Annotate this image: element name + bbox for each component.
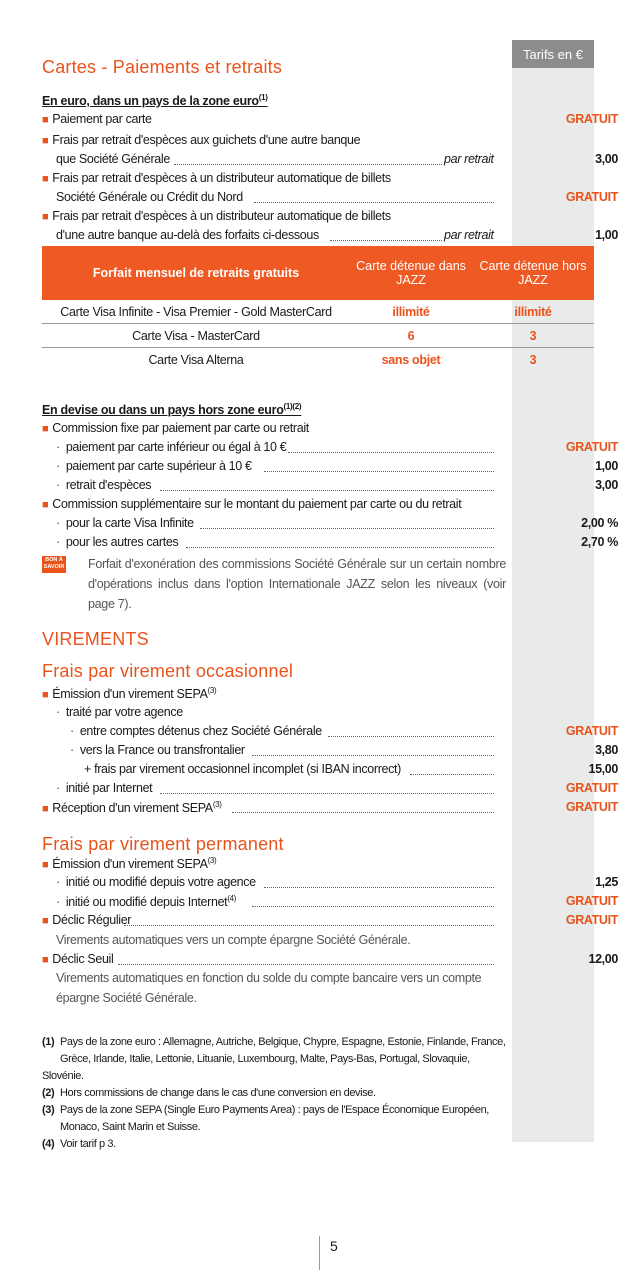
- row-vers-france: · vers la France ou transfrontalier 3,80: [70, 743, 618, 757]
- footnote: (2) Hors commissions de change dans le cas d'une conversion en devise.: [42, 1087, 376, 1099]
- row-retrait-guichet-price: que Société Générale par retrait 3,00: [56, 152, 618, 166]
- row-emission-sepa-perm: ■ Émission d'un virement SEPA$^{(3)}$: [42, 856, 217, 872]
- row-retrait-dab-sg: ■ Frais par retrait d'espèces à un distributeur automatique de billets: [42, 171, 391, 185]
- row-paiement-carte: ■ Paiement par carte GRATUIT: [42, 112, 618, 126]
- forfait-table-header: [42, 246, 594, 300]
- row-retrait-especes: · retrait d'espèces 3,00: [56, 478, 618, 492]
- row-emission-sepa: ■ Émission d'un virement SEPA$^{(3)}$: [42, 686, 217, 702]
- tarifs-header: Tarifs en €: [512, 40, 594, 68]
- forfait-row: Carte Visa - MasterCard 6 3: [42, 324, 594, 348]
- forfait-table: [42, 246, 594, 371]
- subtitle-permanent: Frais par virement permanent: [42, 834, 284, 854]
- forfait-row: Carte Visa Infinite - Visa Premier - Gold MasterCard illimité illimité: [42, 300, 594, 324]
- row-declic-regulier: ■ Déclic Régulier GRATUIT: [42, 913, 618, 927]
- footnote: Grèce, Irlande, Italie, Lettonie, Lituanie, Luxembourg, Malte, Pays-Bas, Portugal, Slovaquie, Slovénie.: [42, 1053, 470, 1082]
- forfait-head-jazz: Carte détenue dans JAZZ: [356, 259, 466, 287]
- row-declic-seuil: ■ Déclic Seuil 12,00: [42, 952, 618, 966]
- bon-a-savoir-badge: BON À SAVOIR: [42, 556, 66, 573]
- footnote: (3) Pays de la zone SEPA (Single Euro Payments Area) : pays de l'Espace Économique Européen,: [42, 1104, 489, 1116]
- row-commission-fixe: ■ Commission fixe par paiement par carte ou retrait: [42, 421, 309, 435]
- row-autres-cartes: · pour les autres cartes 2,70 %: [56, 535, 618, 549]
- row-retrait-dab-autre-price: d'une autre banque au-delà des forfaits ci-dessous par retrait 1,00: [56, 228, 618, 242]
- row-visa-infinite: · pour la carte Visa Infinite 2,00 %: [56, 516, 618, 530]
- section-title-virements: VIREMENTS: [42, 629, 149, 649]
- forfait-head-hors-jazz: Carte détenue hors JAZZ: [479, 259, 587, 287]
- row-frais-incomplet: + frais par virement occasionnel incomplet (si IBAN incorrect) 15,00: [84, 762, 618, 776]
- row-declic-seuil-desc-2: épargne Société Générale.: [56, 991, 197, 1005]
- row-entre-comptes: · entre comptes détenus chez Société Générale GRATUIT: [70, 724, 618, 738]
- row-declic-regulier-desc: Virements automatiques vers un compte épargne Société Générale.: [56, 933, 411, 947]
- footnote: (1) Pays de la zone euro : Allemagne, Autriche, Belgique, Chypre, Espagne, Estonie, Finlande, France,: [42, 1036, 506, 1048]
- page-number: 5: [330, 1238, 338, 1254]
- row-reception-sepa: ■ Réception d'un virement SEPA$^{(3)}$ GRATUIT: [42, 800, 618, 816]
- row-traite-agence: · traité par votre agence: [56, 705, 183, 719]
- forfait-row: Carte Visa Alterna sans objet 3: [148, 352, 537, 367]
- row-declic-seuil-desc: Virements automatiques en fonction du solde du compte bancaire vers un compte: [56, 971, 482, 985]
- row-commission-supp: ■ Commission supplémentaire sur le montant du paiement par carte ou du retrait: [42, 497, 462, 511]
- row-modifie-agence: · initié ou modifié depuis votre agence 1,25: [56, 875, 618, 889]
- row-retrait-guichet: ■ Frais par retrait d'espèces aux guichets d'une autre banque: [42, 133, 361, 147]
- footnote: (4) Voir tarif p 3.: [42, 1138, 116, 1150]
- subtitle-occasionnel: Frais par virement occasionnel: [42, 661, 294, 681]
- forfait-head-title: Forfait mensuel de retraits gratuits: [92, 266, 300, 280]
- row-retrait-dab-autre: ■ Frais par retrait d'espèces à un distributeur automatique de billets: [42, 209, 391, 223]
- hors-zone-heading: En devise ou dans un pays hors zone euro$^{(1)(2)}$: [42, 402, 302, 418]
- zone-euro-heading: En euro, dans un pays de la zone euro$^{(1)}$: [42, 93, 268, 109]
- page-divider: [319, 1236, 320, 1270]
- row-paiement-inf-10: · paiement par carte inférieur ou égal à 10 € GRATUIT: [56, 440, 618, 454]
- section-title-cartes: Cartes - Paiements et retraits: [42, 57, 283, 77]
- footnotes: [42, 1034, 512, 1153]
- bon-a-savoir-text: Forfait d'exonération des commissions Société Générale sur un certain nombre d'opérations inclus dans l'option Internationale JAZZ selon les niveaux (voir page 7).: [88, 557, 506, 611]
- row-modifie-internet: · initié ou modifié depuis Internet$^{(4)}$ GRATUIT: [56, 894, 618, 910]
- footnote: Monaco, Saint Marin et Suisse.: [60, 1121, 201, 1133]
- row-initie-internet: · initié par Internet GRATUIT: [56, 781, 618, 795]
- row-paiement-sup-10: · paiement par carte supérieur à 10 € 1,00: [56, 459, 618, 473]
- row-retrait-dab-sg-price: Société Générale ou Crédit du Nord GRATUIT: [56, 190, 618, 204]
